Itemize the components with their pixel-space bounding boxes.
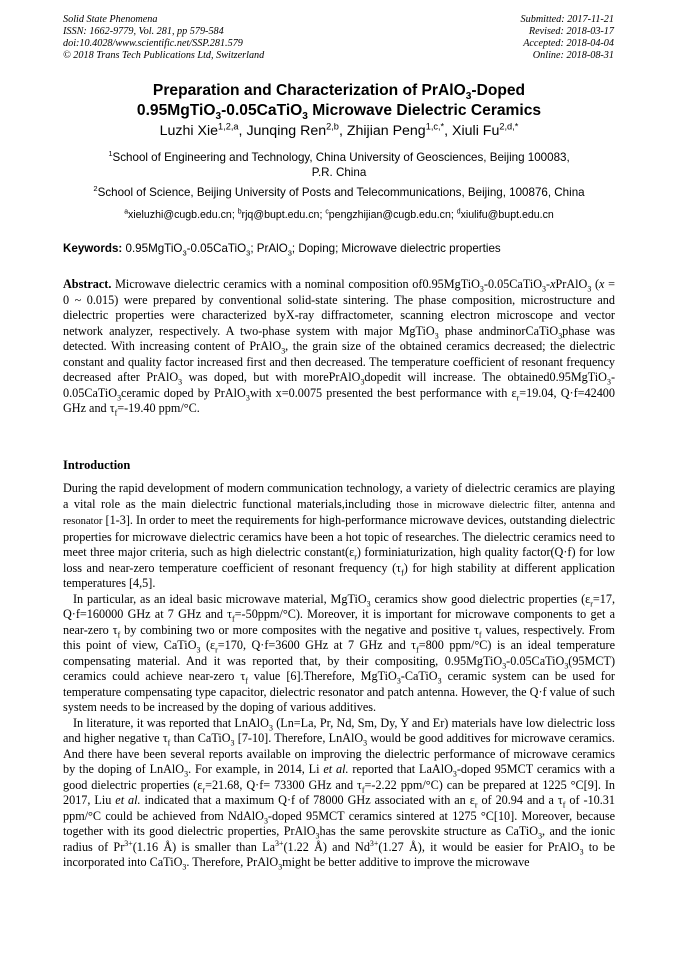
abstract: Abstract. Microwave dielectric ceramics with a nominal composition of0.95MgTiO$_3$-0.05CaTiO$_3$-xPrAlO$_3$ (x = 0 ~ 0.015) were prepared by conventional solid-state sintering. The phase composition, microstructure and dielectric properties were characterized byX-ray diffractometer, scanning electron microscope and vector network analyzer, respectively. A two-phase system with major MgTiO$_3$ phase andminorCaTiO$_3$phase was detected. With increasing content of PrAlO$_3$, the grain size of the obtained ceramics decreased; the dielectric constant and quality factor increased first and then decreased. The temperature coefficient of resonant frequency decreased after PrAlO$_3$ was doped, but with morePrAlO$_3$dopedit will increase. The obtained0.95MgTiO$_3$-0.05CaTiO$_3$ceramic doped by PrAlO$_3$with x=0.0075 presented the best performance with $\varepsilon_r=19.04$, Q·f=42400 GHz and $\tau_f=-19.40$ ppm/°C.: [63, 277, 616, 418]
paragraph: In literature, it was reported that LnAlO$_3$ (Ln=La, Pr, Nd, Sm, Dy, Y and Er) materials have low dielectric loss and higher negative $\tau_f$ than CaTiO$_3$ [7-10]. Therefore, LnAlO$_3$ would be good additives for microwave ceramics. And there have been several reports available on improving the dielectric performance of microwave ceramics by the doping of LnAlO$_3$. For example, in 2014, Li et al. reported that LaAlO$_3$-doped 95MCT ceramics with a good dielectric properties ($\varepsilon_r=21.68$, Q·f= 73300 GHz and $\tau_f=-2.22$ ppm/°C) can be prepared at 1225 °C[9]. In 2017, Liu et al. indicated that a maximum Q·f of 78000 GHz associated with an $\varepsilon_r$ of 20.94 and a $\tau_f$ of -10.31 ppm/°C could be achieved from NdAlO$_3$-doped 95MCT ceramics sintered at 1275 °C[10]. Moreover, because together with its good dielectric properties, PrAlO$_3$has the same perovskite structure as CaTiO$_3$, and the ionic radius of $Pr^{3+}(1.16$ Å) is smaller than $La^{3+}(1.22$ Å) and $Nd^{3+}(1.27$ Å), it would be easier for PrAlO$_3$ to be incorporated into CaTiO$_3$. Therefore, PrAlO$_3$might be better additive to improve the microwave: [63, 715, 616, 872]
submitted-date: Submitted: 2017-11-21: [520, 14, 614, 25]
author-name: Luzhi Xie: [159, 123, 219, 139]
paragraph: During the rapid development of modern communication technology, a variety of dielectric ceramics are playing a vital role as the main dielectric functional materials,including those in microwave dielectric filter, antenna and resonator [1-3]. In order to meet the requirements for high-performance microwave devices, outstanding dielectric properties for microwave dielectric ceramics have been a hot topic of researches. The dielectric ceramics need to meet three major criteria, such as high dielectric $constant(\varepsilon_r)$ forminiaturization, high quality factor(Q·f) for low loss and near-zero temperature coefficient of resonant frequency $(\tau_f)$ for high stability at different application temperatures [4,5].: [63, 481, 615, 590]
journal-header-right: [521, 14, 614, 62]
journal-header-left: [63, 14, 264, 62]
accepted-date: Accepted: 2018-04-04: [523, 38, 614, 49]
section-heading-introduction: Introduction: [63, 458, 131, 472]
paragraph: In particular, as an ideal basic microwave material, MgTiO$_3$ ceramics show good dielectric properties ($\varepsilon_r=17$, Q·f=160000 GHz at 7 GHz and $\tau_f=-50ppm/^\circ C$). Moreover, it is important for microwave components to get a near-zero $\tau_f$ by combining two or more composites with the negative and positive $\tau_f$ values, respectively. From this point of view, CaTiO$_3$ ($\varepsilon_r=170$, Q·f=3600 GHz at 7 GHz and $\tau_f=800$ ppm/°C) is an ideal temperature compensating material. And it was reported that, by their compositing, 0.95MgTiO$_3$-0.05CaTiO$_3$(95MCT) ceramics could achieve near-zero $\tau_f$ value [6].Therefore, MgTiO$_3$-CaTiO$_3$ ceramic system can be used for temperature compensating type capacitor, dielectric resonator and patch antenna. However, the Q·f value of such system needs to be increased by the doping of various additives.: [63, 591, 615, 714]
affiliation-1: $^1$School of Engineering and Technology, China University of Geosciences, Beijing 100083, P.R. China: [108, 149, 570, 179]
keywords-text: 0.95MgTiO$_3$-0.05CaTiO$_3$; PrAlO$_3$; Doping; Microwave dielectric properties: [125, 242, 501, 258]
author-name: Junqing Ren: [246, 123, 327, 139]
issn-line: ISSN: 1662-9779, Vol. 281, pp 579-584: [63, 26, 224, 37]
doi-line: doi:10.4028/www.scientific.net/SSP.281.579: [63, 38, 243, 49]
keywords-label: Keywords:: [63, 242, 123, 255]
email-link[interactable]: pengzhijian@cugb.edu.cn: [328, 209, 451, 221]
author-list: Luzhi Xie$^{1,2,a}$, Junqing Ren$^{2,b}$, Zhijian Peng$^{1,c,*}$, Xiuli $Fu^{2,d,*}$: [159, 121, 519, 139]
keywords: [63, 242, 623, 258]
email-link[interactable]: rjq@bupt.edu.cn: [241, 209, 320, 221]
copyright-line: © 2018 Trans Tech Publications Ltd, Switzerland: [63, 50, 265, 61]
email-link[interactable]: xiulifu@bupt.edu.cn: [460, 209, 554, 221]
introduction-body: [63, 481, 615, 871]
email-list: $^a$xieluzhi@cugb.edu.cn; $^b$rjq@bupt.edu.cn; $^c$pengzhijian@cugb.edu.cn; $^d$xiulifu@bupt.edu.cn: [124, 208, 554, 221]
author-name: Xiuli Fu: [452, 123, 500, 139]
affiliation-2: $^2$School of Science, Beijing University of Posts and Telecommunications, Beijing, 100876, China: [93, 184, 585, 199]
online-date: Online: 2018-08-31: [532, 50, 614, 61]
revised-date: Revised: 2018-03-17: [528, 26, 614, 37]
email-link[interactable]: xieluzhi@cugb.edu.cn: [128, 209, 232, 221]
paper-title: Preparation and Characterization of PrAlO$_3$-Doped 0.95MgTiO$_3$-0.05CaTiO$_3$ Microwave Dielectric Ceramics: [136, 82, 542, 123]
abstract-label: Abstract.: [63, 277, 112, 291]
author-name: Zhijian Peng: [346, 123, 426, 139]
journal-name: Solid State Phenomena: [63, 14, 158, 25]
